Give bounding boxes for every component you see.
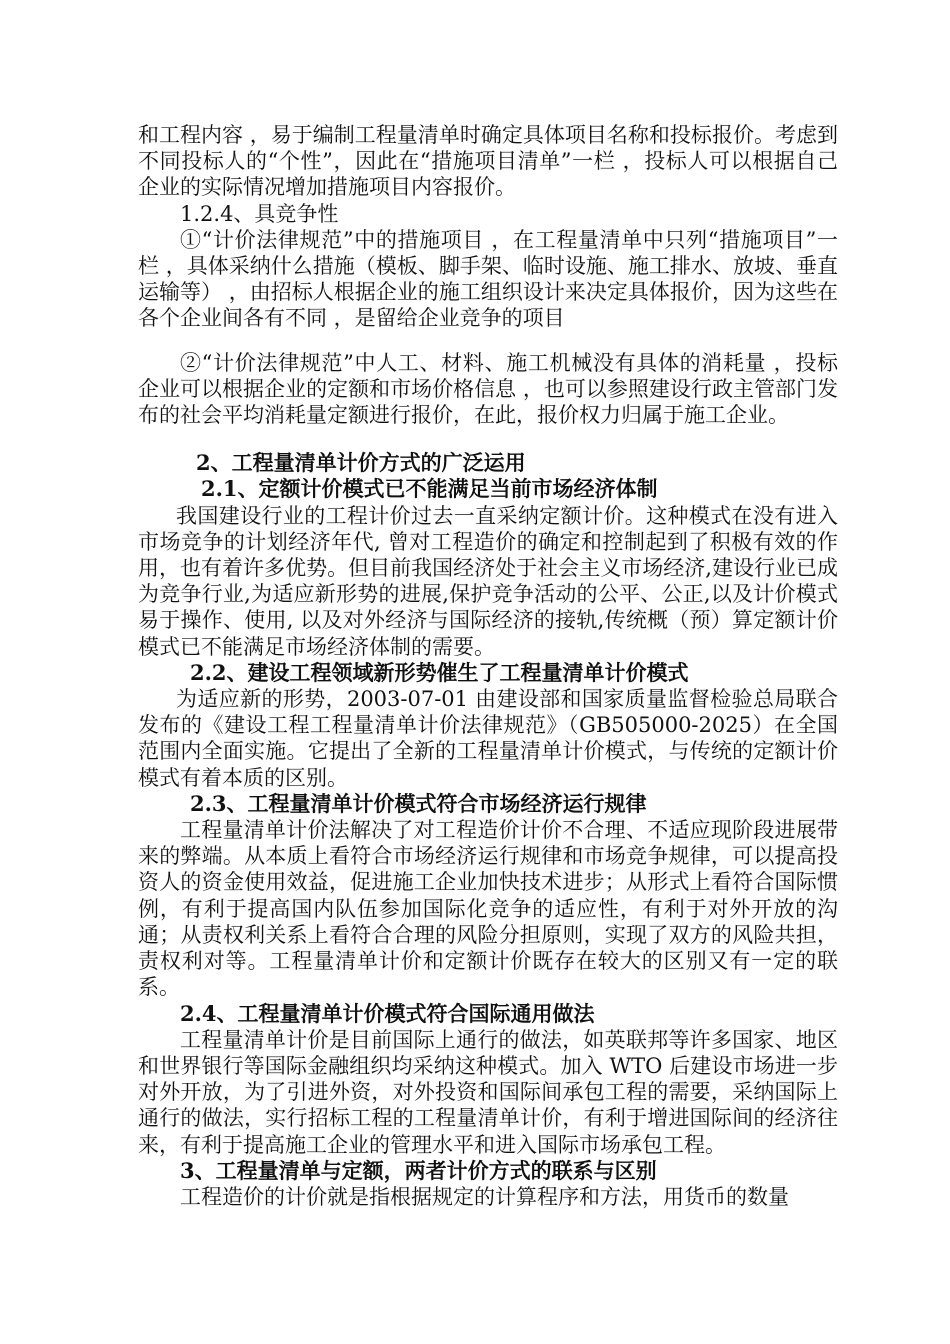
paragraph-1-2-4-item-2: ②“计价法律规范”中人工、材料、施工机械没有具体的消耗量 ，投标企业可以根据企业的定额和市场价格信息 ，也可以参照建设行政主管部门发布的社会平均消耗量定额进行报价，在此，报价权力归属于施工企业。 [138,350,838,428]
heading-section-2: 2、工程量清单计价方式的广泛运用 [196,450,526,476]
paragraph-gap [138,332,838,350]
paragraph-intro: 和工程内容 ，易于编制工程量清单时确定具体项目名称和投标报价。考虑到不同投标人的“个性”，因此在“措施项目清单”一栏 ，投标人可以根据自己企业的实际情况增加措施项目内容报价。 [138,123,838,200]
document-body [138,122,838,1210]
paragraph-2-4: 工程量清单计价是目前国际上通行的做法，如英联邦等许多国家、地区和世界银行等国际金融组织均采纳这种模式。加入 WTO 后建设市场进一步对外开放，为了引进外资，对外投资和国际间承包工程的需要，采纳国际上通行的做法，实行招标工程的工程量清单计价，有利于增进国际间的经济往来，有利于提高施工企业的管理水平和进入国际市场承包工程。 [138,1027,838,1157]
heading-2-1: 2.1、定额计价模式已不能满足当前市场经济体制 [201,476,658,502]
heading-1-2-4: 1.2.4、具竞争性 [180,201,339,226]
paragraph-3: 工程造价的计价就是指根据规定的计算程序和方法，用货币的数量 [180,1184,789,1209]
heading-2-4: 2.4、工程量清单计价模式符合国际通用做法 [180,1000,595,1026]
paragraph-1-2-4-item-1: ①“计价法律规范”中的措施项目 ，在工程量清单中只列“措施项目”一栏 ，具体采纳什么措施（模板、脚手架、临时设施、施工排水、放坡、垂直运输等） ，由招标人根据企业的施工组织设计来决定具体报价，因为这些在各个企业间各有不同 ，是留给企业竞争的项目 [138,227,838,331]
heading-2-2: 2.2、建设工程领域新形势催生了工程量清单计价模式 [190,659,689,685]
section-gap [138,428,838,450]
heading-2-3: 2.3、工程量清单计价模式符合市场经济运行规律 [190,790,647,816]
paragraph-2-1: 我国建设行业的工程计价过去一直采纳定额计价。这种模式在没有进入市场竞争的计划经济年代, 曾对工程造价的确定和控制起到了积极有效的作用，也有着许多优势。但目前我国经济处于社会主义市场经济,建设行业已成为竞争行业,为适应新形势的进展,保护竞争活动的公平、公正,以及计价模式易于操作、使用, 以及对外经济与国际经济的接轨,传统概（预）算定额计价模式已不能满足市场经济体制的需要。 [138,503,838,659]
paragraph-2-3: 工程量清单计价法解决了对工程造价计价不合理、不适应现阶段进展带来的弊端。从本质上看符合市场经济运行规律和市场竞争规律，可以提高投资人的资金使用效益，促进施工企业加快技术进步；从形式上看符合国际惯例，有利于提高国内队伍参加国际化竞争的适应性，有利于对外开放的沟通；从责权利关系上看符合合理的风险分担原则，实现了双方的风险共担，责权利对等。工程量清单计价和定额计价既存在较大的区别又有一定的联系。 [138,818,838,1000]
heading-section-3: 3、工程量清单与定额，两者计价方式的联系与区别 [180,1157,657,1183]
paragraph-2-2: 为适应新的形势，2003-07-01 由建设部和国家质量监督检验总局联合发布的《建设工程工程量清单计价法律规范》（GB505000-2025）在全国范围内全面实施。它提出了全新的工程量清单计价模式，与传统的定额计价模式有着本质的区别。 [138,687,838,790]
